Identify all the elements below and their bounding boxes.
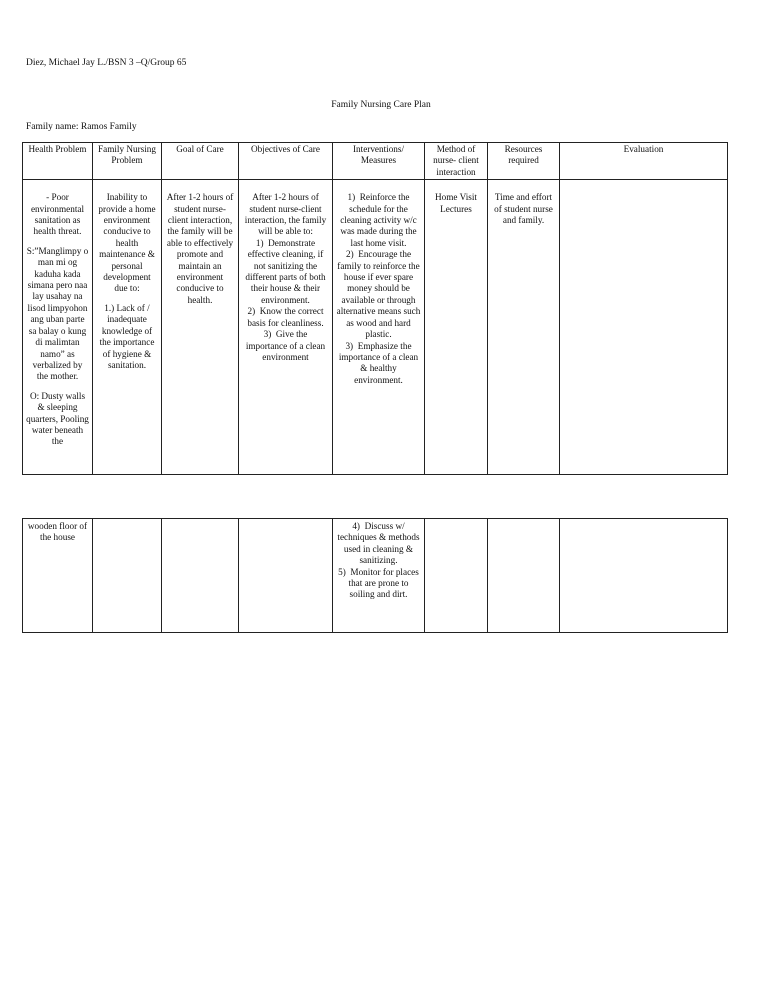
family-name: Family name: Ramos Family xyxy=(26,122,137,132)
cell-health-problem xyxy=(23,180,93,475)
author-line: Diez, Michael Jay L./BSN 3 –Q/Group 65 xyxy=(26,58,187,68)
objectives-intro: After 1-2 hours of student nurse-client interaction, the family will be able to: xyxy=(244,192,327,237)
col-header-family-nursing-problem: Family Nursing Problem xyxy=(93,143,162,180)
table-row xyxy=(23,180,728,475)
cell-method-of-interaction: Home Visit Lectures xyxy=(425,180,488,475)
list-item: 3) Emphasize the importance of a clean & healthy environment. xyxy=(338,340,419,385)
col-header-health-problem: Health Problem xyxy=(23,143,93,180)
col-header-goal-of-care: Goal of Care xyxy=(162,143,239,180)
health-problem-statement: - Poor environmental sanitation as health threat. xyxy=(30,192,85,237)
care-plan-table xyxy=(22,142,728,475)
list-item: 4) Discuss w/ techniques & methods used in cleaning & sanitizing. xyxy=(337,521,420,566)
cell-empty xyxy=(425,519,488,633)
cell-goal-of-care: After 1-2 hours of student nurse-client interaction, the family will be able to effectively promote and maintain an environment conducive to health. xyxy=(162,180,239,475)
col-header-method-of-interaction: Method of nurse- client interaction xyxy=(425,143,488,180)
cell-resources-required: Time and effort of student nurse and family. xyxy=(488,180,560,475)
objective-cue: O: Dusty walls & sleeping quarters, Pooling water beneath the xyxy=(26,390,89,447)
list-item: 3) Give the importance of a clean environment xyxy=(245,329,326,362)
cell-evaluation xyxy=(560,180,728,475)
col-header-evaluation: Evaluation xyxy=(560,143,728,180)
cell-empty xyxy=(239,519,333,633)
interventions-list xyxy=(336,192,421,386)
cell-interventions xyxy=(333,180,425,475)
family-nursing-problem-statement: Inability to provide a home environment conducive to health maintenance & personal development due to: xyxy=(98,192,156,294)
cell-objectives-of-care xyxy=(239,180,333,475)
list-item: 1) Demonstrate effective cleaning, if not sanitizing the different parts of both their house & their environment. xyxy=(245,237,326,305)
family-nursing-problem-cause: 1.) Lack of / inadequate knowledge of the importance of hygiene & sanitation. xyxy=(99,302,155,370)
col-header-objectives-of-care: Objectives of Care xyxy=(239,143,333,180)
objectives-list xyxy=(242,238,329,363)
subjective-cue: S:”Manglimpy o man mi og kaduha kada simana pero naa lay usahay na lisod limpyohon ang uban parte sa balay o kung di malimtan namo” as verbalized by the mother. xyxy=(26,245,89,382)
cell-health-problem-continued: wooden floor of the house xyxy=(23,519,93,633)
col-header-interventions: Interventions/ Measures xyxy=(333,143,425,180)
cell-family-nursing-problem xyxy=(93,180,162,475)
list-item: 2) Encourage the family to reinforce the house if ever spare money should be available or through alternative means such as wood and hard plastic. xyxy=(336,249,421,340)
list-item: 1) Reinforce the schedule for the cleaning activity w/c was made during the last home visit. xyxy=(340,192,417,248)
cell-empty xyxy=(488,519,560,633)
care-plan-table-continued xyxy=(22,518,728,633)
document-title: Family Nursing Care Plan xyxy=(331,100,431,110)
list-item: 2) Know the correct basis for cleanliness. xyxy=(247,306,324,328)
cell-empty xyxy=(162,519,239,633)
table-header-row xyxy=(23,143,728,180)
col-header-resources-required: Resources required xyxy=(488,143,560,180)
interventions-list-continued xyxy=(336,521,421,601)
cell-empty xyxy=(93,519,162,633)
cell-empty xyxy=(560,519,728,633)
list-item: 5) Monitor for places that are prone to soiling and dirt. xyxy=(338,566,419,600)
cell-interventions-continued xyxy=(333,519,425,633)
table-row xyxy=(23,519,728,633)
